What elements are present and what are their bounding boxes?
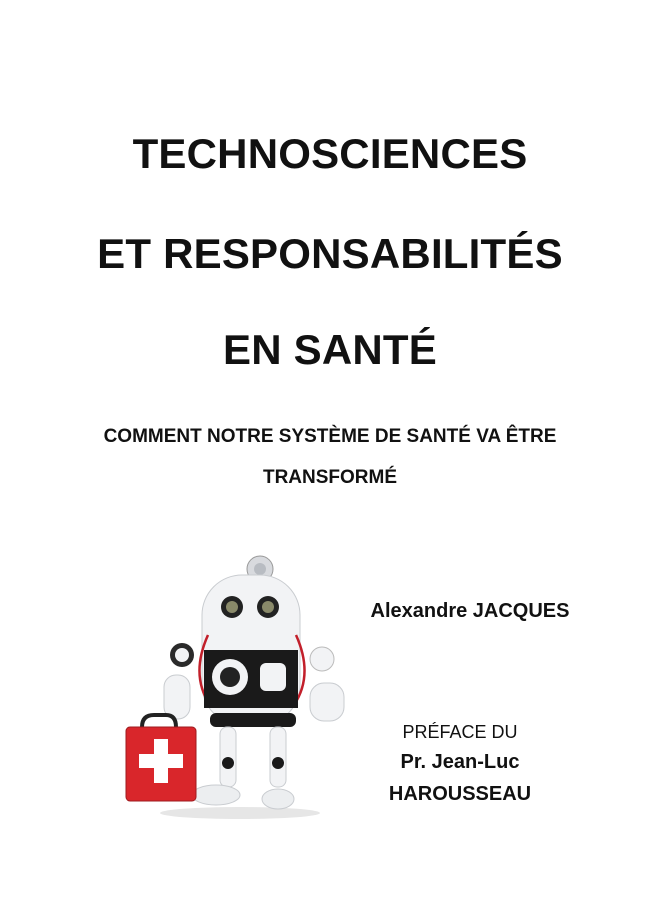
title-line-3: EN SANTÉ: [223, 326, 437, 373]
title-line-2: ET RESPONSABILITÉS: [97, 230, 563, 277]
preface-author-line-2: HAROUSSEAU: [388, 783, 532, 805]
preface-label: PRÉFACE DU: [402, 722, 518, 742]
author-name: Alexandre JACQUES: [370, 600, 570, 622]
title-line-1: TECHNOSCIENCES: [132, 130, 528, 177]
robot-doctor-illustration: [120, 555, 360, 825]
subtitle-line-2: TRANSFORMÉ: [262, 467, 398, 488]
subtitle-line-1: COMMENT NOTRE SYSTÈME DE SANTÉ VA ÊTRE: [103, 426, 557, 447]
preface-author-line-1: Pr. Jean-Luc: [400, 751, 520, 773]
